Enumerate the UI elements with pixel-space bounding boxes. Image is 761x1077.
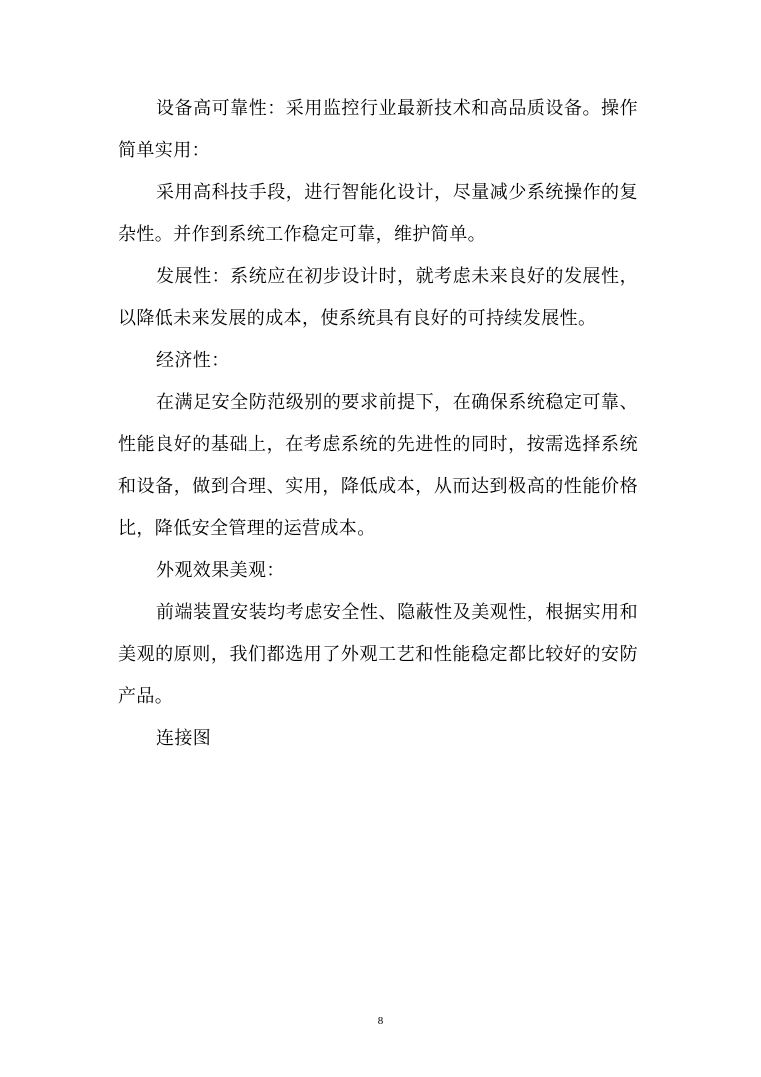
paragraph-reliability: 设备高可靠性：采用监控行业最新技术和高品质设备。操作简单实用：	[118, 98, 638, 161]
paragraph-appearance: 前端装置安装均考虑安全性、隐蔽性及美观性，根据实用和美观的原则，我们都选用了外观工艺和性能稳定都比较好的安防产品。	[118, 602, 638, 707]
document-body	[118, 88, 638, 760]
page-number: 8	[377, 1015, 384, 1027]
paragraph-high-tech: 采用高科技手段，进行智能化设计，尽量减少系统操作的复杂性。并作到系统工作稳定可靠，维护简单。	[118, 182, 638, 245]
paragraph-development: 发展性：系统应在初步设计时，就考虑未来良好的发展性，以降低未来发展的成本，使系统具有良好的可持续发展性。	[118, 266, 638, 329]
paragraph-appearance-heading: 外观效果美观：	[156, 560, 285, 581]
paragraph-economy: 在满足安全防范级别的要求前提下，在确保系统稳定可靠、性能良好的基础上，在考虑系统的先进性的同时，按需选择系统和设备，做到合理、实用，降低成本，从而达到极高的性能价格比，降低安全管理的运营成本。	[118, 392, 638, 539]
paragraph-connection-diagram: 连接图	[156, 728, 212, 749]
paragraph-economy-heading: 经济性：	[156, 350, 230, 371]
